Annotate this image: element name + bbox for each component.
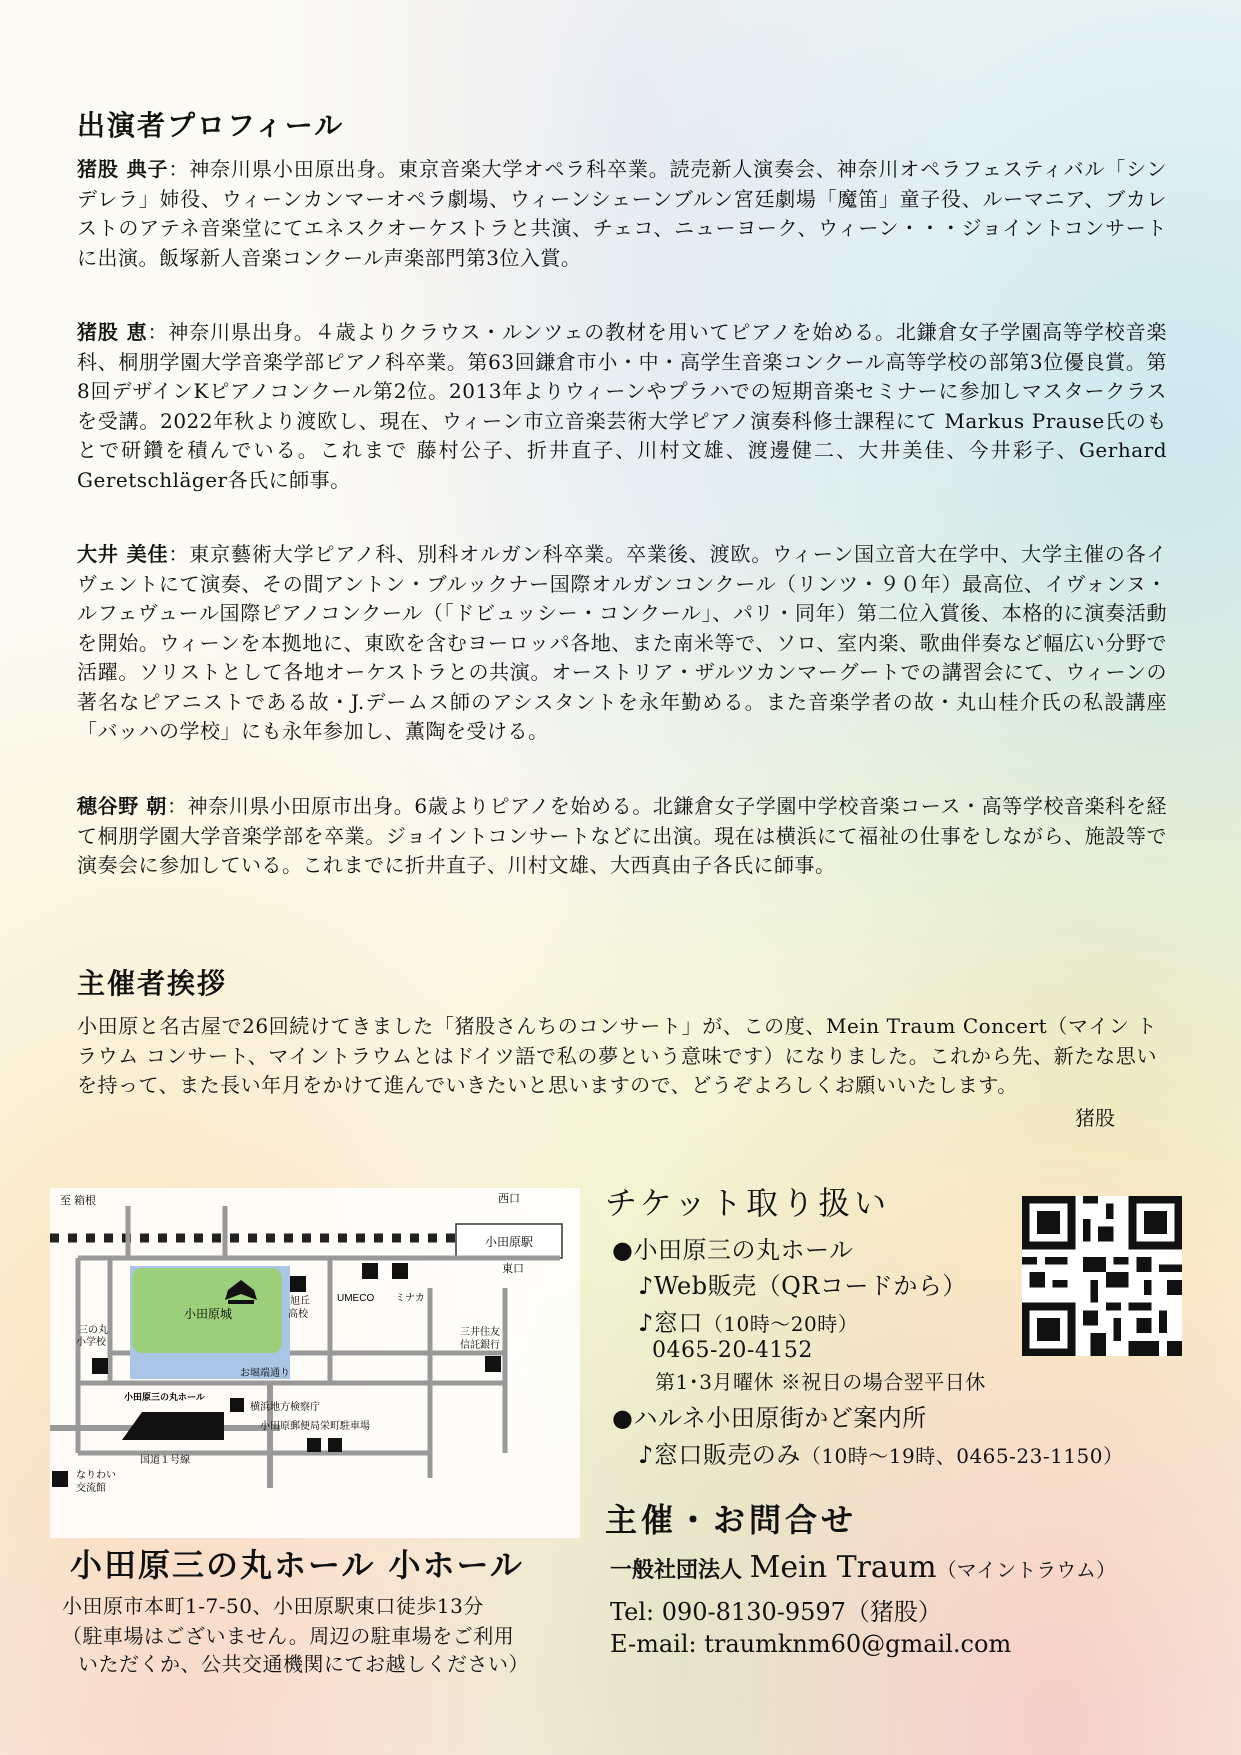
map-sannomaru-school2: 小学校 — [76, 1337, 106, 1348]
map-west-exit: 西口 — [498, 1193, 520, 1205]
venue-note-1: （駐車場はございません。周辺の駐車場をご利用 — [62, 1624, 515, 1648]
map-castle: 小田原城 — [184, 1307, 233, 1321]
ticket-venue-2: ●ハルネ小田原街かど案内所 — [612, 1404, 927, 1432]
map-prosecutor: 横浜地方検察庁 — [250, 1402, 320, 1413]
map-ohoribata: お堀端通り — [240, 1368, 290, 1379]
profile-heading: 出演者プロフィール — [77, 109, 345, 142]
map-mitsui1: 三井住友 — [460, 1327, 500, 1338]
organizer-email[interactable]: E-mail: traumknm60@gmail.com — [610, 1630, 1012, 1658]
map-nariwai1: なりわい — [76, 1470, 116, 1481]
map-route1: 国道１号線 — [140, 1455, 190, 1466]
ticket-window: ♪窓口（10時～20時） — [638, 1309, 859, 1337]
map-east-exit: 東口 — [502, 1263, 524, 1275]
ticket-heading: チケット取り扱い — [605, 1184, 891, 1222]
performer-bio: ：東京藝術大学ピアノ科、別科オルガン科卒業。卒業後、渡欧。ウィーン国立音大在学中、大学主催の各イヴェントにて演奏、その間アントン・ブルックナー国際オルガンコンクール（リンツ・９０年）最高位、イヴォンヌ・ルフェヴュール国際ピアノコンクール（「ドビュッシー・コンクール」、パリ・同年）第二位入賞後、本格的に演奏活動を開始。ウィーンを本拠地に、東欧を含むヨーロッパ各地、また南米等で、ソロ、室内楽、歌曲伴奏など幅広い分野で活躍。ソリストとして各地オーケストラとの共演。オーストリア・ザルツカンマーグートでの講習会にて、ウィーンの著名なピアニストである故・J.デームス師のアシスタントを永年勤める。また音楽学者の故・丸山桂介氏の私設講座「バッハの学校」にも永年参加し、薫陶を受ける。 — [77, 542, 1167, 743]
ticket-holiday: 第1･3月曜休 ※祝日の場合翌平日休 — [655, 1370, 986, 1394]
map-station: 小田原駅 — [485, 1235, 534, 1249]
ticket-web: ♪Web販売（QRコードから） — [638, 1272, 967, 1300]
map-nariwai2: 交流館 — [76, 1483, 106, 1494]
greeting-text: 小田原と名古屋で26回続けてきました「猪股さんちのコンサート」が、この度、Mein Traum Concert（マイン トラウム コンサート、マイントラウムとはドイツ語で私の夢という意味です）になりました。これから先、新たな思いを持って、また長い年月をかけて進んでいきたいと思いますので、どうぞよろしくお願いいたします。 — [77, 1014, 1157, 1097]
performer-name: 猪股 典子 — [77, 157, 169, 181]
performer-profile — [77, 155, 1167, 273]
map-mitsui2: 信託銀行 — [460, 1340, 500, 1351]
performer-bio: ：神奈川県出身。４歳よりクラウス・ルンツェの教材を用いてピアノを始める。北鎌倉女子学園高等学校音楽科、桐朋学園大学音楽学部ピアノ科卒業。第63回鎌倉市小・中・高学生音楽コンクール高等学校の部第3位優良賞。第8回デザインKピアノコンクール第2位。2013年よりウィーンやプラハでの短期音楽セミナーに参加しマスタークラスを受講。2022年秋より渡欧し、現在、ウィーン市立音楽芸術大学ピアノ演奏科修士課程にて Markus Prause氏のもとで研鑽を積んでいる。これまで 藤村公子、折井直子、川村文雄、渡邊健二、大井美佳、今井彩子、Gerhard Geretschläger各氏に師事。 — [77, 320, 1168, 492]
map-hall: 小田原三の丸ホール — [124, 1392, 205, 1402]
performer-bio: ：神奈川県小田原出身。東京音楽大学オペラ科卒業。読売新人演奏会、神奈川オペラフェスティバル「シンデレラ」姉役、ウィーンカンマーオペラ劇場、ウィーンシェーンブルン宮廷劇場「魔笛」童子役、ルーマニア、ブカレストのアテネ音楽堂にてエネスクオーケストラと共演、チェコ、ニューヨーク、ウィーン・・・ジョイントコンサートに出演。飯塚新人音楽コンクール声楽部門第3位入賞。 — [77, 157, 1167, 270]
performer-profile — [77, 792, 1167, 881]
qr-code-icon[interactable] — [1022, 1196, 1182, 1356]
map-umeco: UMECO — [337, 1293, 375, 1304]
ticket-venue-1: ●小田原三の丸ホール — [612, 1236, 854, 1264]
greeting-heading: 主催者挨拶 — [77, 967, 228, 1000]
map-minaka: ミナカ — [395, 1293, 425, 1304]
performer-bio: ：神奈川県小田原市出身。6歳よりピアノを始める。北鎌倉女子学園中学校音楽コース・高等学校音楽科を経て桐朋学園大学音楽学部を卒業。ジョイントコンサートなどに出演。現在は横浜にて福祉の仕事をしながら、施設等で演奏会に参加している。これまでに折井直子、川村文雄、大西真由子各氏に師事。 — [77, 794, 1168, 877]
organizer-name: 一般社団法人 Mein Traum（マイントラウム） — [610, 1550, 1116, 1585]
performer-profile — [77, 540, 1167, 747]
organizer-tel[interactable]: Tel: 090-8130-9597（猪股） — [610, 1598, 942, 1626]
performer-profile — [77, 318, 1167, 495]
map-parking: 栄町駐車場 — [320, 1421, 370, 1432]
map-to-hakone: 至 箱根 — [60, 1195, 97, 1207]
venue-title: 小田原三の丸ホール 小ホール — [70, 1546, 524, 1584]
organizer-heading: 主催・お問合せ — [605, 1501, 858, 1539]
venue-map — [50, 1188, 580, 1538]
venue-note-2: いただくか、公共交通機関にてお越しください） — [78, 1652, 529, 1676]
ticket-phone: 0465-20-4152 — [652, 1338, 813, 1363]
performer-name: 穂谷野 朝 — [77, 794, 168, 818]
greeting-signature: 猪股 — [1075, 1106, 1115, 1130]
performer-name: 猪股 恵 — [77, 320, 148, 344]
map-asahioka2: 高校 — [288, 1309, 308, 1320]
ticket-window-only: ♪窓口販売のみ（10時～19時、0465-23-1150） — [638, 1441, 1124, 1469]
venue-address: 小田原市本町1-7-50、小田原駅東口徒歩13分 — [62, 1594, 484, 1618]
map-sannomaru-school1: 三の丸 — [78, 1325, 108, 1336]
performer-name: 大井 美佳 — [77, 542, 169, 566]
map-asahioka1: 旭丘 — [290, 1296, 310, 1307]
map-post-office: 小田原郵便局 — [260, 1421, 320, 1432]
